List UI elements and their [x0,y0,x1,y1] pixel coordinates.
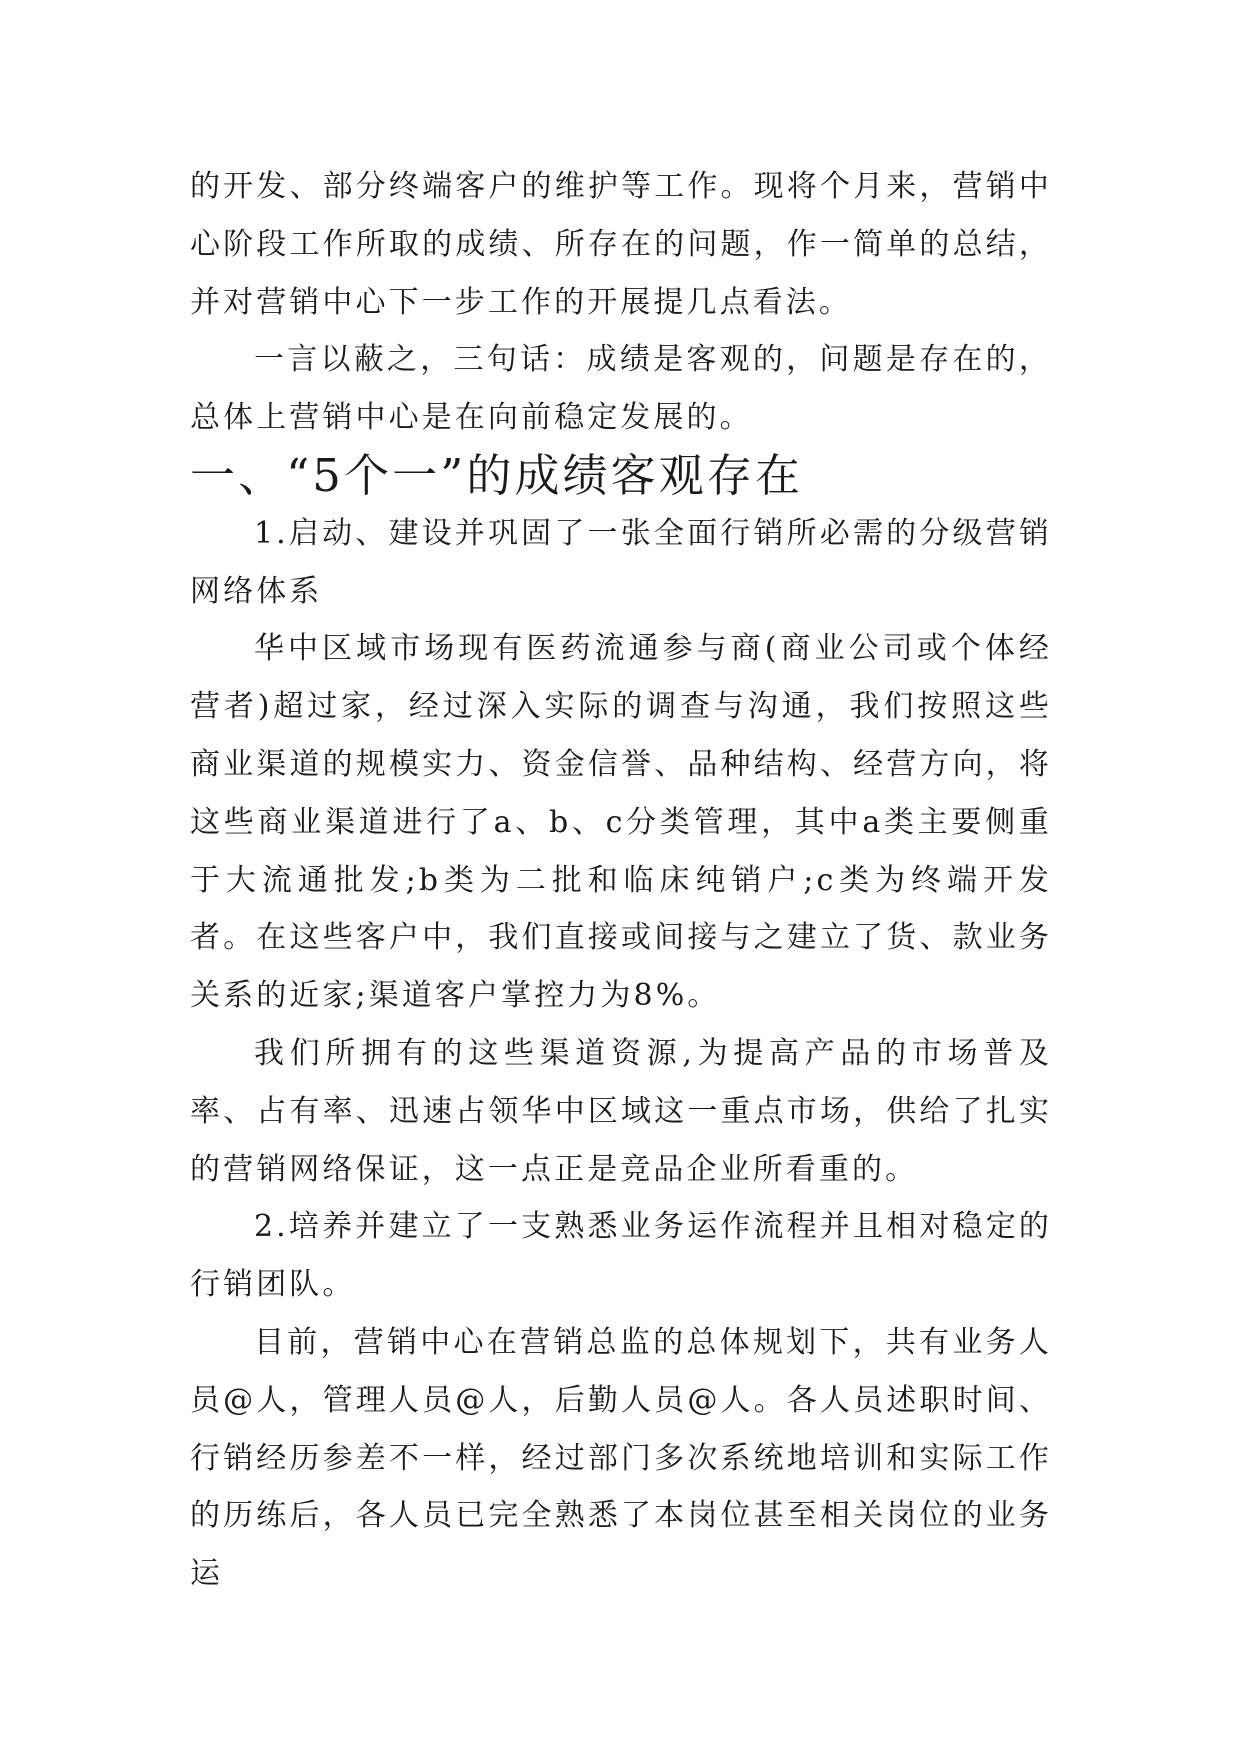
section-heading-achievements: 一、“5个一”的成绩客观存在 [190,448,804,502]
paragraph-team-staffing: 目前，营销中心在营销总监的总体规划下，共有业务人员@人，管理人员@人，后勤人员@人。各人员述职时间、行销经历参差不一样，经过部门多次系统地培训和实际工作的历练后，各人员已完全熟悉了本岗位甚至相关岗位的业务运 [190,1324,1052,1592]
paragraph-summary: 一言以蔽之，三句话：成绩是客观的，问题是存在的，总体上营销中心是在向前稳定发展的。 [190,342,1052,436]
paragraph-intro-continued: 的开发、部分终端客户的维护等工作。现将个月来，营销中心阶段工作所取的成绩、所存在的问题，作一简单的总结，并对营销中心下一步工作的开展提几点看法。 [190,169,1052,320]
paragraph-channel-classification: 华中区域市场现有医药流通参与商(商业公司或个体经营者)超过家，经过深入实际的调查与沟通，我们按照这些商业渠道的规模实力、资金信誉、品种结构、经营方向，将这些商业渠道进行了a、b、c分类管理，其中a类主要侧重于大流通批发;b类为二批和临床纯销户;c类为终端开发者。在这些客户中，我们直接或间接与之建立了货、款业务关系的近家;渠道客户掌控力为8%。 [190,631,1052,1014]
subheading-sales-team: 2.培养并建立了一支熟悉业务运作流程并且相对稳定的行销团队。 [190,1209,1052,1303]
subheading-sales-network: 1.启动、建设并巩固了一张全面行销所必需的分级营销网络体系 [190,515,1052,609]
document-body [190,158,1052,1603]
paragraph-channel-resources: 我们所拥有的这些渠道资源,为提高产品的市场普及率、占有率、迅速占领华中区域这一重点市场，供给了扎实的营销网络保证，这一点正是竞品企业所看重的。 [190,1035,1052,1187]
